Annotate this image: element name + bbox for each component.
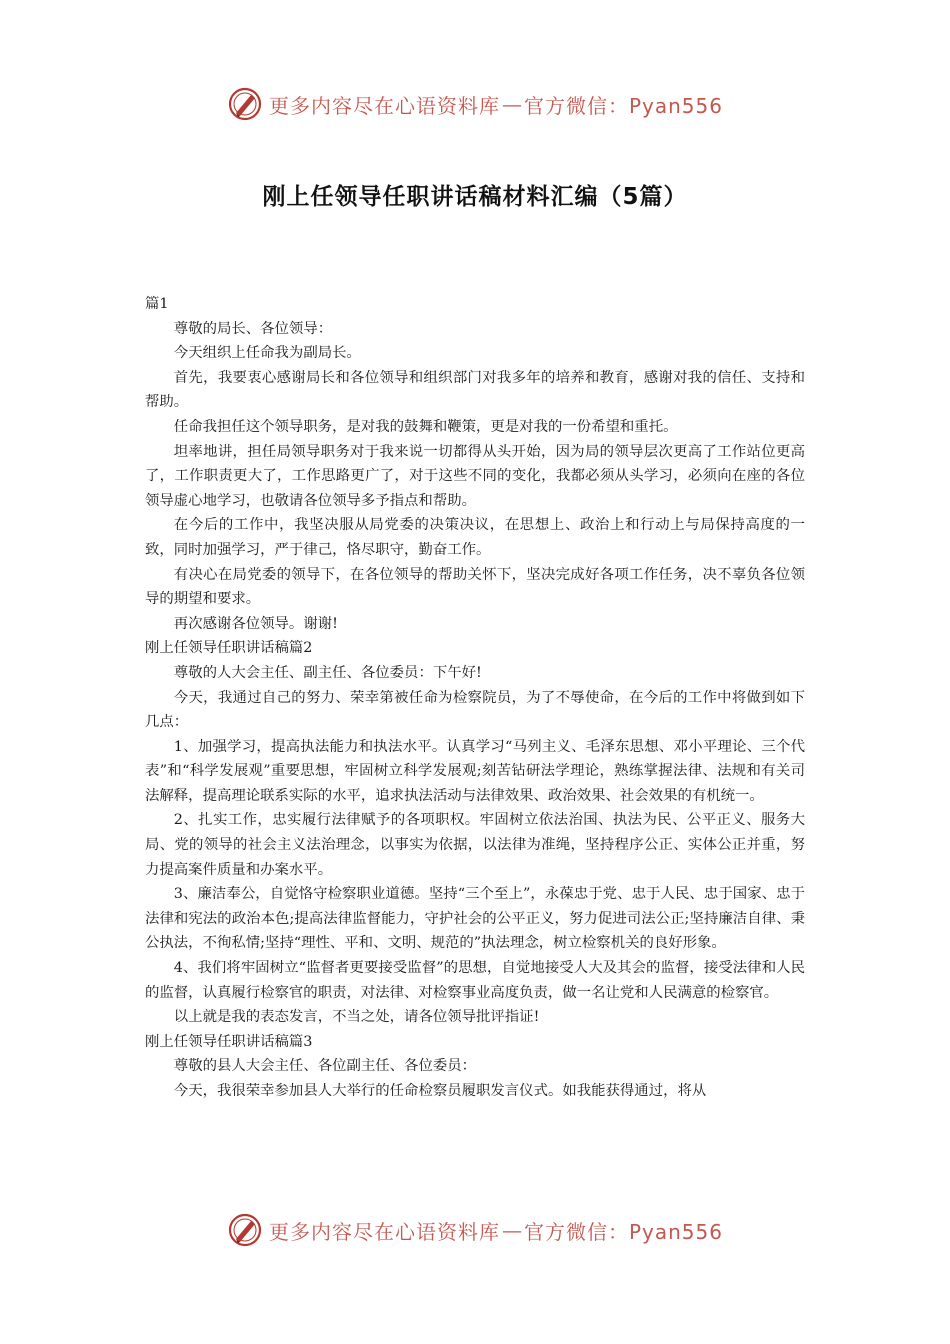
header-banner bbox=[0, 84, 950, 124]
footer-banner bbox=[0, 1210, 950, 1250]
paragraph: 今天，我通过自己的努力、荣幸第被任命为检察院员，为了不辱使命，在今后的工作中将做到如下几点： bbox=[145, 689, 805, 731]
document-title: 刚上任领导任职讲话稿材料汇编（5篇） bbox=[262, 184, 688, 210]
paragraph: 坦率地讲，担任局领导职务对于我来说一切都得从头开始，因为局的领导层次更高了工作站位更高了，工作职责更大了，工作思路更广了，对于这些不同的变化，我都必须从头学习，必须向在座的各位领导虚心地学习，也敬请各位领导多予指点和帮助。 bbox=[145, 443, 805, 509]
paragraph: 尊敬的县人大会主任、各位副主任、各位委员： bbox=[173, 1058, 477, 1075]
paragraph: 1、加强学习，提高执法能力和执法水平。认真学习“马列主义、毛泽东思想、邓小平理论、三个代表”和“科学发展观”重要思想，牢固树立科学发展观;刻苦钻研法学理论，熟练掌握法律、法规和有关司法解释，提高理论联系实际的水平，追求执法活动与法律效果、政治效果、社会效果的有机统一。 bbox=[145, 738, 805, 804]
section-heading: 刚上任领导任职讲话稿篇2 bbox=[145, 640, 313, 657]
paragraph: 今天组织上任命我为副局长。 bbox=[173, 345, 361, 362]
document-body bbox=[145, 292, 805, 1104]
section-heading: 篇1 bbox=[145, 296, 169, 312]
section-heading: 刚上任领导任职讲话稿篇3 bbox=[145, 1033, 313, 1050]
paragraph: 有决心在局党委的领导下，在各位领导的帮助关怀下，坚决完成好各项工作任务，决不辜负各位领导的期望和要求。 bbox=[145, 566, 805, 608]
banner-separator: — bbox=[501, 1218, 522, 1242]
paragraph: 尊敬的局长、各位领导： bbox=[173, 320, 333, 337]
banner-wechat: 官方微信：Pyan556 bbox=[523, 93, 723, 118]
paragraph: 首先，我要衷心感谢局长和各位领导和组织部门对我多年的培养和教育，感谢对我的信任、支持和帮助。 bbox=[145, 369, 805, 411]
pen-logo-icon bbox=[227, 86, 263, 122]
pen-logo-icon bbox=[227, 1212, 263, 1248]
banner-separator: — bbox=[501, 92, 522, 116]
paragraph: 尊敬的人大会主任、副主任、各位委员：下午好! bbox=[173, 664, 482, 681]
paragraph: 任命我担任这个领导职务，是对我的鼓舞和鞭策，更是对我的一份希望和重托。 bbox=[173, 418, 678, 435]
banner-wechat: 官方微信：Pyan556 bbox=[523, 1219, 723, 1244]
banner-text: 更多内容尽在心语资料库 bbox=[268, 93, 500, 118]
paragraph: 2、扎实工作，忠实履行法律赋予的各项职权。牢固树立依法治国、执法为民、公平正义、服务大局、党的领导的社会主义法治理念，以事实为依据，以法律为准绳，坚持程序公正、实体公正并重，努力提高案件质量和办案水平。 bbox=[145, 812, 805, 878]
banner-text: 更多内容尽在心语资料库 bbox=[268, 1219, 500, 1244]
paragraph: 4、我们将牢固树立“监督者更要接受监督”的思想，自觉地接受人大及其会的监督，接受法律和人民的监督，认真履行检察官的职责，对法律、对检察事业高度负责，做一名让党和人民满意的检察官。 bbox=[145, 960, 805, 1001]
paragraph: 3、廉洁奉公，自觉恪守检察职业道德。坚持“三个至上”，永葆忠于党、忠于人民、忠于国家、忠于法律和宪法的政治本色;提高法律监督能力，守护社会的公平正义，努力促进司法公正;坚持廉洁自律、秉公执法，不徇私情;坚持“理性、平和、文明、规范的”执法理念，树立检察机关的良好形象。 bbox=[145, 886, 805, 952]
paragraph: 今天，我很荣幸参加县人大举行的任命检察员履职发言仪式。如我能获得通过，将从 bbox=[173, 1083, 707, 1099]
paragraph: 在今后的工作中，我坚决服从局党委的决策决议，在思想上、政治上和行动上与局保持高度的一致，同时加强学习，严于律己，恪尽职守，勤奋工作。 bbox=[145, 517, 805, 558]
paragraph: 以上就是我的表态发言，不当之处，请各位领导批评指证! bbox=[173, 1009, 540, 1026]
paragraph: 再次感谢各位领导。谢谢! bbox=[173, 615, 338, 632]
